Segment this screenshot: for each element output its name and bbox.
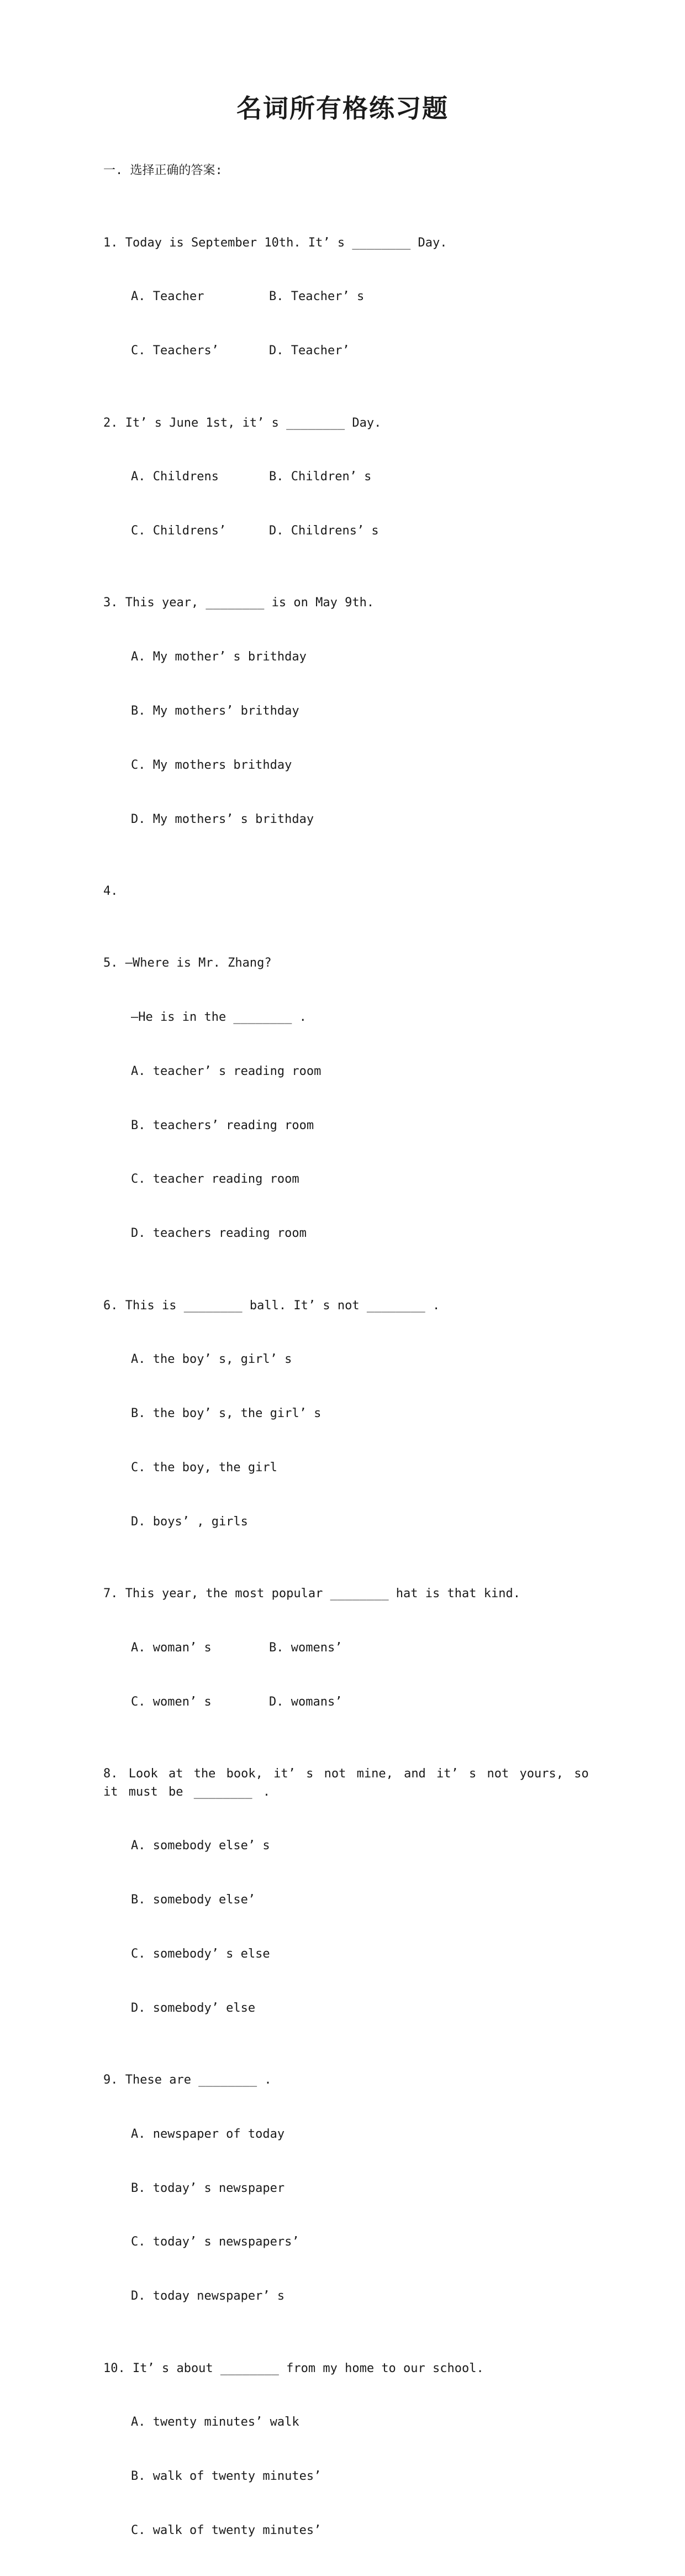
option: D. teachers reading room [131,1226,307,1241]
question-2: 2. It’ s June 1st, it’ s ________ Day. [103,416,382,430]
question-1: 1. Today is September 10th. It’ s ________ Day. [103,235,447,250]
option: A. Teacher [131,290,204,304]
question-9: 9. These are ________ . [103,2073,272,2087]
option: C. somebody’ s else [131,1947,270,1961]
option: C. Childrens’ [131,524,226,538]
option: A. teacher’ s reading room [131,1064,322,1078]
option: C. walk of twenty minutes’ [131,2523,322,2537]
option: C. today’ s newspapers’ [131,2235,299,2249]
question-5: 5. —Where is Mr. Zhang? [103,956,272,970]
options-row [103,522,589,541]
option: A. My mother’ s brithday [131,650,307,664]
option: D. somebody’ else [131,2001,256,2015]
option: C. My mothers brithday [131,758,292,772]
options-row [103,288,589,306]
question-5-reply: —He is in the ________ . [131,1010,307,1025]
options-row [103,342,589,360]
exercise-body [103,126,589,2576]
option: A. newspaper of today [131,2127,285,2141]
option: C. Teachers’ [131,344,219,358]
options-row [103,1639,589,1657]
option: B. somebody else’ [131,1893,256,1907]
option: D. Childrens’ s [269,524,379,538]
options-row [103,1693,589,1712]
option: B. today’ s newspaper [131,2181,285,2195]
option: B. Children’ s [269,470,372,484]
page-title: 名词所有格练习题 [236,93,449,123]
option: A. Childrens [131,470,219,484]
option: D. boys’ , girls [131,1514,248,1529]
option: B. My mothers’ brithday [131,704,299,718]
question-8: 8. Look at the book, it’ s not mine, and it’ s not yours, so it must be ________ . [103,1767,589,1799]
question-3: 3. This year, ________ is on May 9th. [103,596,375,610]
option: D. Teacher’ [269,344,350,358]
question-4: 4. [103,884,118,898]
option: C. teacher reading room [131,1172,299,1187]
option: D. womans’ [269,1694,342,1709]
option: A. the boy’ s, girl’ s [131,1352,292,1367]
option: D. My mothers’ s brithday [131,812,314,826]
option: A. woman’ s [131,1640,212,1655]
option: B. walk of twenty minutes’ [131,2469,322,2484]
option: B. the boy’ s, the girl’ s [131,1407,322,1421]
question-10: 10. It’ s about ________ from my home to our school. [103,2361,484,2375]
question-6: 6. This is ________ ball. It’ s not ________ . [103,1298,440,1313]
option: B. teachers’ reading room [131,1118,314,1132]
option: C. the boy, the girl [131,1460,277,1475]
option: B. womens’ [269,1640,342,1655]
question-7: 7. This year, the most popular ________ hat is that kind. [103,1587,520,1601]
option: C. women’ s [131,1694,212,1709]
section-heading: 一. 选择正确的答案: [103,164,223,178]
option: A. twenty minutes’ walk [131,2415,299,2430]
options-row [103,468,589,486]
option: D. today newspaper’ s [131,2289,285,2304]
option: A. somebody else’ s [131,1839,270,1853]
option: B. Teacher’ s [269,290,365,304]
